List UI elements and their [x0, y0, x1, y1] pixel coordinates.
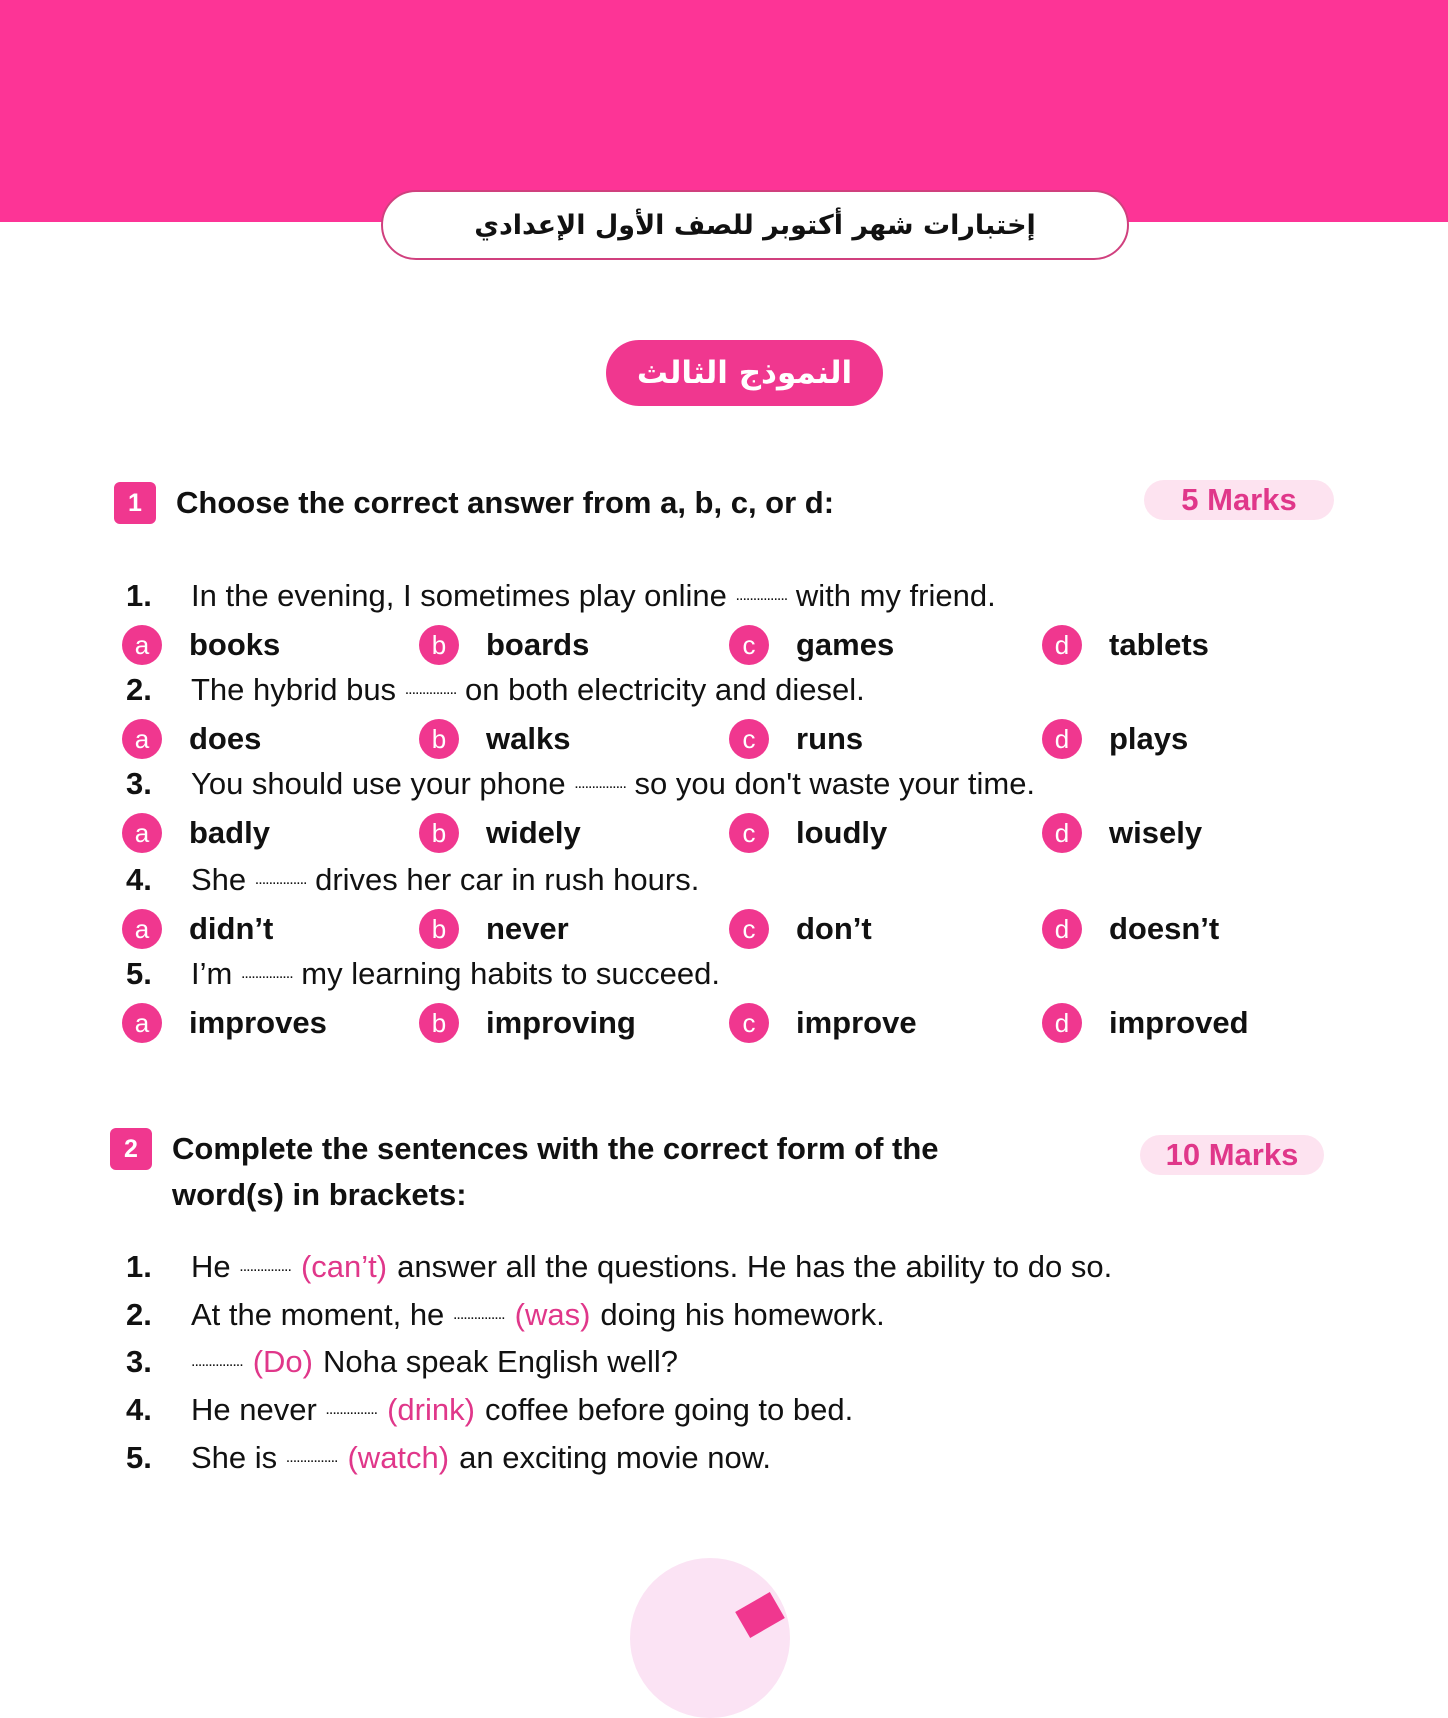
option-text: don’t [796, 911, 872, 946]
option-text: improve [796, 1005, 917, 1040]
question [126, 672, 865, 708]
option-text: didn’t [189, 911, 274, 946]
option-text: tablets [1109, 627, 1209, 662]
answer-option[interactable] [419, 1003, 636, 1043]
answer-option[interactable] [122, 1003, 327, 1043]
answer-option[interactable] [1042, 813, 1202, 853]
section-number: 1 [114, 482, 156, 524]
option-text: runs [796, 721, 864, 756]
bracket-hint: (Do) [252, 1344, 313, 1379]
model-label: النموذج الثالث [636, 355, 853, 391]
question-text: He [191, 1249, 231, 1284]
answer-option[interactable] [729, 1003, 917, 1043]
options-row [122, 719, 1322, 763]
answer-blank[interactable]: ............... [325, 1401, 378, 1418]
question-text: Noha speak English well? [322, 1344, 678, 1379]
option-text: loudly [796, 815, 888, 850]
answer-blank[interactable]: ............... [574, 775, 626, 792]
question-text: with my friend. [795, 578, 996, 613]
bracket-hint: (was) [514, 1297, 591, 1332]
option-letter-badge: b [419, 719, 459, 759]
option-letter-badge: c [729, 909, 769, 949]
bracket-hint: (watch) [347, 1440, 450, 1475]
question-text: an exciting movie now. [459, 1440, 772, 1475]
answer-blank[interactable]: ............... [239, 1258, 291, 1275]
option-letter-badge: a [122, 719, 162, 759]
option-letter-badge: d [1042, 1003, 1082, 1043]
question-number: 3. [126, 766, 152, 801]
question-number: 3. [126, 1344, 152, 1379]
marks-badge: 10 Marks [1140, 1135, 1324, 1175]
question-text: drives her car in rush hours. [315, 862, 700, 897]
answer-option[interactable] [729, 813, 887, 853]
answer-option[interactable] [729, 625, 894, 665]
option-letter-badge: d [1042, 625, 1082, 665]
question-number: 2. [126, 672, 152, 707]
question [126, 1440, 771, 1476]
option-letter-badge: c [729, 1003, 769, 1043]
section-title-line1: Complete the sentences with the correct form of the [172, 1131, 939, 1166]
exam-title: إختبارات شهر أكتوبر للصف الأول الإعدادي [474, 209, 1036, 241]
question [126, 578, 996, 614]
question-text: She [191, 862, 247, 897]
question-text: She is [191, 1440, 278, 1475]
options-row [122, 909, 1322, 953]
answer-option[interactable] [419, 625, 589, 665]
option-text: never [486, 911, 569, 946]
option-text: walks [486, 721, 571, 756]
option-text: badly [189, 815, 270, 850]
bracket-hint: (can’t) [300, 1249, 388, 1284]
section-title-line2: word(s) in brackets: [172, 1177, 467, 1212]
option-letter-badge: a [122, 909, 162, 949]
question-text: answer all the questions. He has the ability to do so. [397, 1249, 1113, 1284]
answer-option[interactable] [122, 813, 270, 853]
question-number: 5. [126, 956, 152, 991]
question-text: my learning habits to succeed. [301, 956, 720, 991]
option-text: wisely [1109, 815, 1203, 850]
option-text: plays [1109, 721, 1189, 756]
question [126, 862, 699, 898]
option-text: doesn’t [1109, 911, 1220, 946]
option-letter-badge: b [419, 625, 459, 665]
answer-blank[interactable]: ............... [191, 1353, 243, 1370]
question-number: 1. [126, 578, 152, 613]
answer-blank[interactable]: ............... [404, 681, 457, 698]
exam-title-banner [381, 190, 1129, 260]
question [126, 1392, 853, 1428]
option-letter-badge: b [419, 813, 459, 853]
question-number: 4. [126, 862, 152, 897]
options-row [122, 813, 1322, 857]
option-letter-badge: c [729, 813, 769, 853]
option-text: boards [486, 627, 590, 662]
question-text: I’m [191, 956, 233, 991]
question-text: He never [191, 1392, 317, 1427]
option-letter-badge: d [1042, 719, 1082, 759]
answer-blank[interactable]: ............... [254, 871, 307, 888]
option-letter-badge: b [419, 909, 459, 949]
model-badge [606, 340, 883, 406]
option-text: improved [1109, 1005, 1249, 1040]
question-number: 4. [126, 1392, 152, 1427]
section-title: Choose the correct answer from a, b, c, or d: [176, 485, 835, 520]
option-text: widely [486, 815, 581, 850]
question [126, 956, 720, 992]
option-text: improving [486, 1005, 636, 1040]
decorative-circle [630, 1558, 790, 1718]
section-1-header [114, 482, 834, 528]
question-number: 5. [126, 1440, 152, 1475]
answer-option[interactable] [729, 719, 863, 759]
question-text: At the moment, he [191, 1297, 445, 1332]
answer-option[interactable] [122, 625, 280, 665]
answer-option[interactable] [1042, 909, 1219, 949]
option-text: games [796, 627, 895, 662]
question-text: In the evening, I sometimes play online [191, 578, 727, 613]
option-letter-badge: a [122, 1003, 162, 1043]
answer-option[interactable] [419, 909, 569, 949]
question-text: coffee before going to bed. [484, 1392, 854, 1427]
question [126, 1249, 1112, 1285]
answer-option[interactable] [122, 719, 261, 759]
question-number: 2. [126, 1297, 152, 1332]
marks-badge: 5 Marks [1144, 480, 1334, 520]
header-band [0, 0, 1448, 222]
answer-blank[interactable]: ............... [735, 587, 788, 604]
answer-blank[interactable]: ............... [240, 965, 293, 982]
section-2-header [110, 1128, 939, 1220]
question-text: so you don't waste your time. [634, 766, 1036, 801]
answer-option[interactable] [419, 719, 570, 759]
answer-option[interactable] [1042, 719, 1188, 759]
option-text: does [189, 721, 262, 756]
answer-blank[interactable]: ............... [285, 1449, 338, 1466]
option-letter-badge: d [1042, 909, 1082, 949]
question-text: The hybrid bus [191, 672, 397, 707]
answer-option[interactable] [122, 909, 273, 949]
section-number: 2 [110, 1128, 152, 1170]
option-letter-badge: a [122, 813, 162, 853]
option-text: books [189, 627, 281, 662]
question-text: on both electricity and diesel. [465, 672, 865, 707]
option-letter-badge: b [419, 1003, 459, 1043]
answer-option[interactable] [729, 909, 872, 949]
question-text: You should use your phone [191, 766, 566, 801]
option-text: improves [189, 1005, 327, 1040]
option-letter-badge: a [122, 625, 162, 665]
option-letter-badge: c [729, 719, 769, 759]
options-row [122, 1003, 1322, 1047]
answer-option[interactable] [1042, 1003, 1249, 1043]
question [126, 1297, 885, 1333]
question-number: 1. [126, 1249, 152, 1284]
option-letter-badge: c [729, 625, 769, 665]
question-text: doing his homework. [600, 1297, 885, 1332]
question [126, 766, 1035, 802]
answer-blank[interactable]: ............... [452, 1306, 505, 1323]
answer-option[interactable] [1042, 625, 1209, 665]
option-letter-badge: d [1042, 813, 1082, 853]
bracket-hint: (drink) [387, 1392, 475, 1427]
answer-option[interactable] [419, 813, 581, 853]
question [126, 1344, 678, 1380]
options-row [122, 625, 1322, 669]
